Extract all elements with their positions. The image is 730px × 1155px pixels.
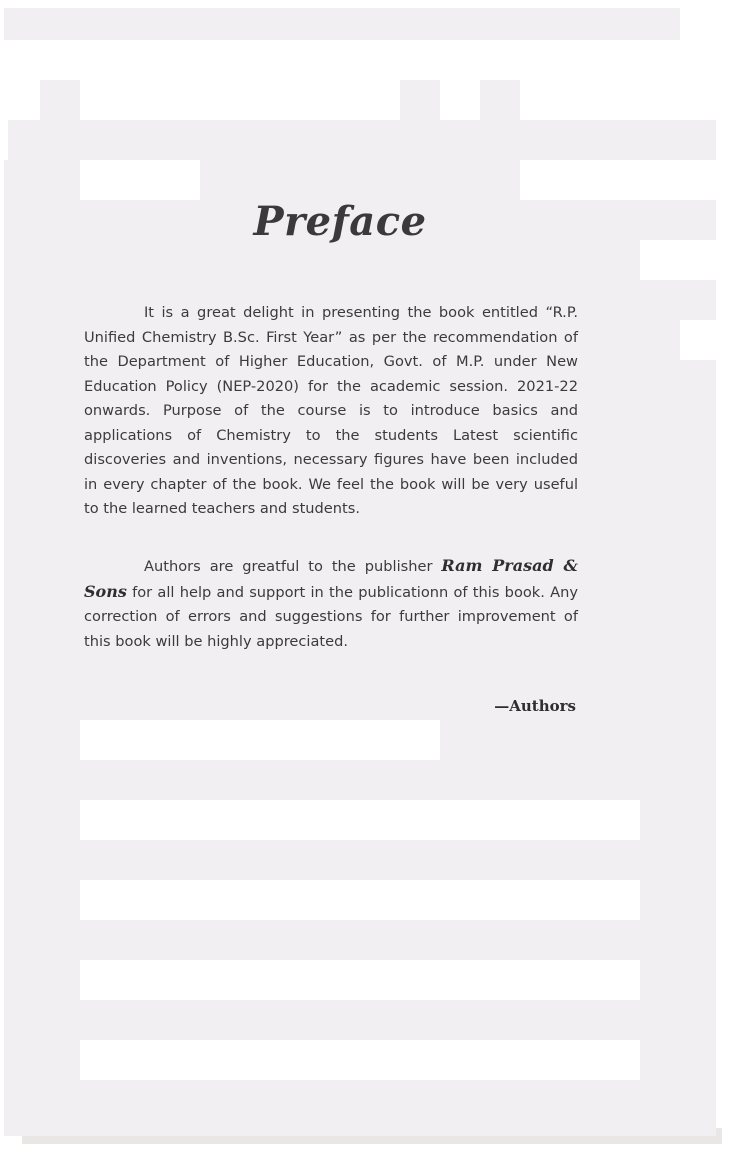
redaction-block [640, 240, 730, 280]
redaction-block [80, 720, 440, 760]
redaction-block [680, 320, 730, 360]
acknowledgement-text-after: for all help and support in the publicationn of this book. Any correction of errors and suggestions for further improvement of this book will be highly appreciated. [84, 583, 578, 650]
paper-gap [200, 160, 520, 200]
redaction-block [80, 80, 400, 120]
redaction-block [680, 8, 730, 40]
redaction-block [0, 160, 4, 200]
redaction-block [80, 880, 640, 920]
redaction-block [80, 1040, 640, 1080]
paper-gap [40, 160, 80, 200]
redaction-block [0, 120, 8, 160]
redaction-block [440, 80, 480, 120]
preface-paragraph: It is a great delight in presenting the book entitled “R.P. Unified Chemistry B.Sc. First Year” as per the recommendation of the Department of Higher Education, Govt. of M.P. under New Education Policy (NEP-2020) for the academic session. 2021-22 onwards. Purpose of the course is to introduce basics and applications of Chemistry to the students Latest scientific discoveries and inventions, necessary figures have been included in every chapter of the book. We feel the book will be very useful to the learned teachers and students. [84, 304, 578, 517]
authors-signature: —Authors [494, 697, 576, 715]
redaction-block [0, 80, 40, 120]
paper-gap [4, 160, 40, 200]
redaction-block [80, 800, 640, 840]
page-title: Preface [253, 198, 427, 245]
acknowledgement-paragraph [84, 554, 578, 654]
acknowledgement-text-before: Authors are greatful to the publisher [144, 558, 442, 575]
redaction-block [80, 960, 640, 1000]
redaction-block [0, 40, 730, 80]
redaction-block [520, 80, 730, 120]
redaction-block [520, 160, 710, 200]
redaction-block [710, 160, 730, 200]
redaction-block [80, 160, 200, 200]
publisher-name: Ram Prasad & Sons [84, 556, 578, 601]
